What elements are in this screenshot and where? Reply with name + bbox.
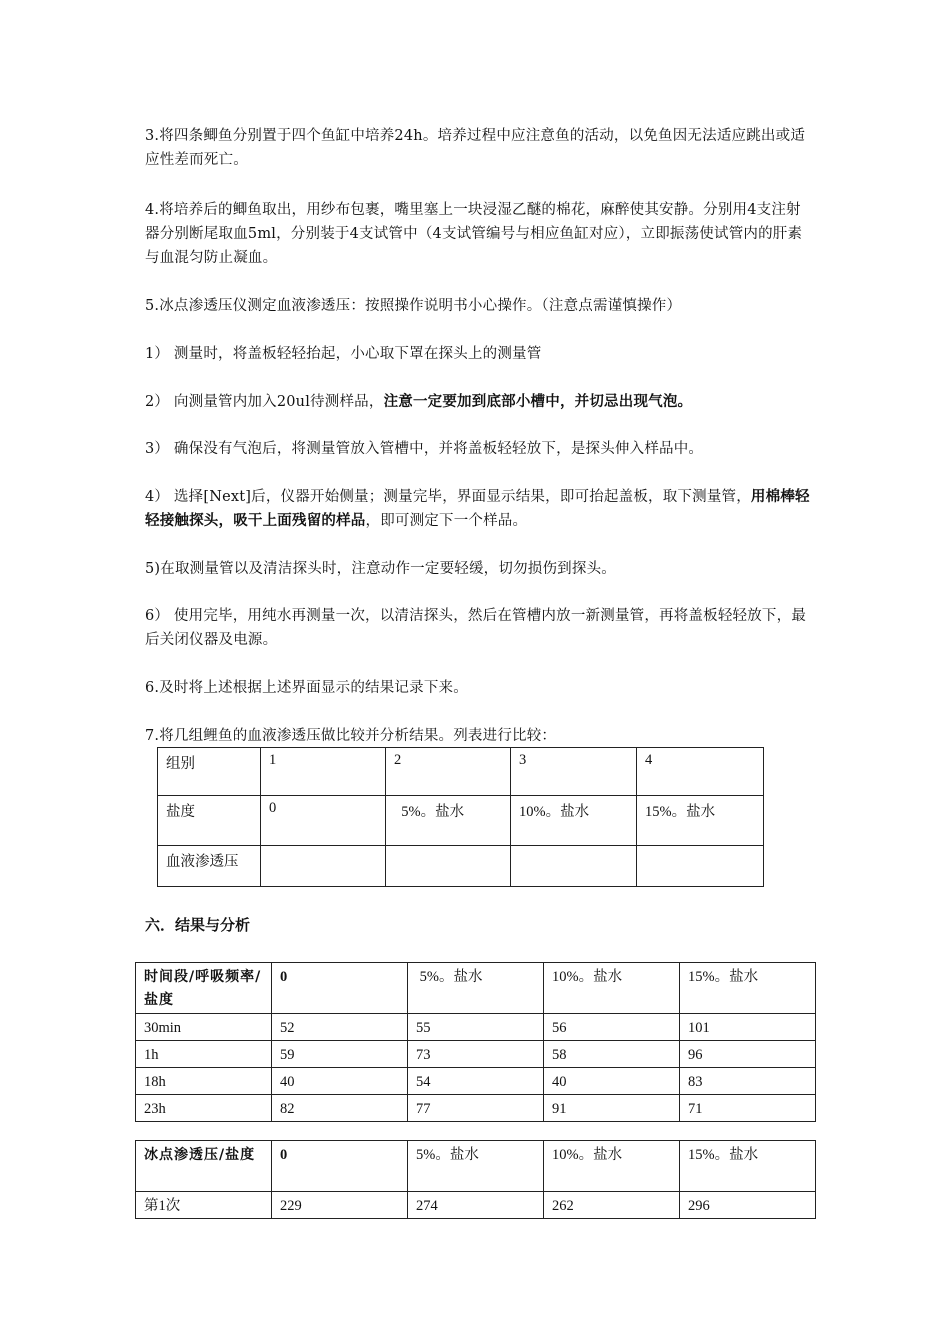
section-heading: 六．结果与分析	[145, 916, 251, 934]
table-header-cell: 0	[272, 963, 408, 1014]
table-cell: 血液渗透压	[158, 846, 261, 887]
table-header-row	[136, 1141, 816, 1192]
table-cell: 组别	[158, 748, 261, 796]
table-header-row	[136, 963, 816, 1014]
substep-4-end: ，即可测定下一个样品。	[365, 513, 528, 529]
table-row	[136, 1192, 816, 1219]
table-cell: 3	[511, 748, 637, 796]
table-header-cell: 5%。盐水	[408, 963, 544, 1014]
step-6-paragraph: 6.及时将上述根据上述界面显示的结果记录下来。	[145, 680, 468, 696]
table-cell: 30min	[136, 1014, 272, 1041]
table-header-cell: 0	[272, 1141, 408, 1192]
table-cell: 73	[408, 1041, 544, 1068]
table-row	[136, 1095, 816, 1122]
table-cell: 40	[272, 1068, 408, 1095]
table-cell: 10%。盐水	[511, 796, 637, 846]
comparison-table	[157, 747, 764, 887]
table-cell: 274	[408, 1192, 544, 1219]
table-cell: 82	[272, 1095, 408, 1122]
table-header-cell: 冰点渗透压/盐度	[136, 1141, 272, 1192]
table-cell: 第1次	[136, 1192, 272, 1219]
table-row	[158, 748, 764, 796]
table-cell	[386, 846, 511, 887]
step-3-paragraph: 3.将四条鲫鱼分别置于四个鱼缸中培养24h。培养过程中应注意鱼的活动，以免鱼因无法适应跳出或适应性差而死亡。	[145, 128, 806, 168]
step-4-paragraph: 4.将培养后的鲫鱼取出，用纱布包裹，嘴里塞上一块浸湿乙醚的棉花，麻醉使其安静。分别用4支注射器分别断尾取血5ml，分别装于4支试管中（4支试管编号与相应鱼缸对应），立即振荡使试管内的肝素与血混匀防止凝血。	[145, 202, 803, 266]
table-header-cell: 15%。盐水	[680, 1141, 816, 1192]
table-cell: 1h	[136, 1041, 272, 1068]
table-row	[158, 846, 764, 887]
table-cell: 101	[680, 1014, 816, 1041]
substep-3: 3） 确保没有气泡后，将测量管放入管槽中，并将盖板轻轻放下，是探头伸入样品中。	[145, 441, 704, 457]
table-row	[136, 1014, 816, 1041]
table-cell: 54	[408, 1068, 544, 1095]
table-cell: 91	[544, 1095, 680, 1122]
substep-2-text: 2） 向测量管内加入20ul待测样品，	[145, 394, 384, 410]
table-cell: 229	[272, 1192, 408, 1219]
table-cell: 96	[680, 1041, 816, 1068]
table-row	[136, 1041, 816, 1068]
table-cell: 23h	[136, 1095, 272, 1122]
substep-4-text: 4） 选择[Next]后，仪器开始侧量；测量完毕，界面显示结果，即可抬起盖板，取下测量管，	[145, 489, 751, 505]
step-5-paragraph: 5.冰点渗透压仪测定血液渗透压：按照操作说明书小心操作。（注意点需谨慎操作）	[145, 298, 682, 314]
table-cell: 296	[680, 1192, 816, 1219]
table-cell: 4	[637, 748, 764, 796]
table-cell: 15%。盐水	[637, 796, 764, 846]
osmotic-pressure-table	[135, 1140, 816, 1219]
substep-2-warning: 注意一定要加到底部小槽中，并切忌出现气泡。	[383, 393, 693, 410]
substep-2	[145, 390, 815, 414]
substep-1: 1） 测量时，将盖板轻轻抬起，小心取下罩在探头上的测量管	[145, 346, 542, 362]
table-cell	[261, 846, 386, 887]
table-cell: 0	[261, 796, 386, 846]
table-cell: 71	[680, 1095, 816, 1122]
table-cell: 1	[261, 748, 386, 796]
table-header-cell: 10%。盐水	[544, 1141, 680, 1192]
table-cell: 盐度	[158, 796, 261, 846]
table-cell: 262	[544, 1192, 680, 1219]
table-cell: 18h	[136, 1068, 272, 1095]
table-cell: 5%。盐水	[386, 796, 511, 846]
table-header-cell: 5%。盐水	[408, 1141, 544, 1192]
substep-4-bold: 用棉棒轻轻接触探头，吸干上面残留的样品	[145, 488, 810, 529]
table-cell: 83	[680, 1068, 816, 1095]
table-cell: 52	[272, 1014, 408, 1041]
table-cell: 55	[408, 1014, 544, 1041]
table-cell: 56	[544, 1014, 680, 1041]
substep-6: 6） 使用完毕，用纯水再测量一次，以清洁探头，然后在管槽内放一新测量管，再将盖板轻轻放下，最后关闭仪器及电源。	[145, 608, 807, 648]
table-cell: 77	[408, 1095, 544, 1122]
table-cell	[511, 846, 637, 887]
substep-4	[145, 485, 815, 533]
table-header-cell: 时间段/呼吸频率/盐度	[136, 963, 272, 1014]
table-cell: 59	[272, 1041, 408, 1068]
table-header-cell: 10%。盐水	[544, 963, 680, 1014]
table-row	[158, 796, 764, 846]
table-cell: 2	[386, 748, 511, 796]
respiration-rate-table	[135, 962, 816, 1122]
table-row	[136, 1068, 816, 1095]
table-cell: 58	[544, 1041, 680, 1068]
substep-5: 5)在取测量管以及清洁探头时，注意动作一定要轻缓，切勿损伤到探头。	[145, 561, 616, 577]
table-cell	[637, 846, 764, 887]
table-cell: 40	[544, 1068, 680, 1095]
table-header-cell: 15%。盐水	[680, 963, 816, 1014]
step-7-paragraph: 7.将几组鲤鱼的血液渗透压做比较并分析结果。列表进行比较：	[145, 728, 557, 744]
